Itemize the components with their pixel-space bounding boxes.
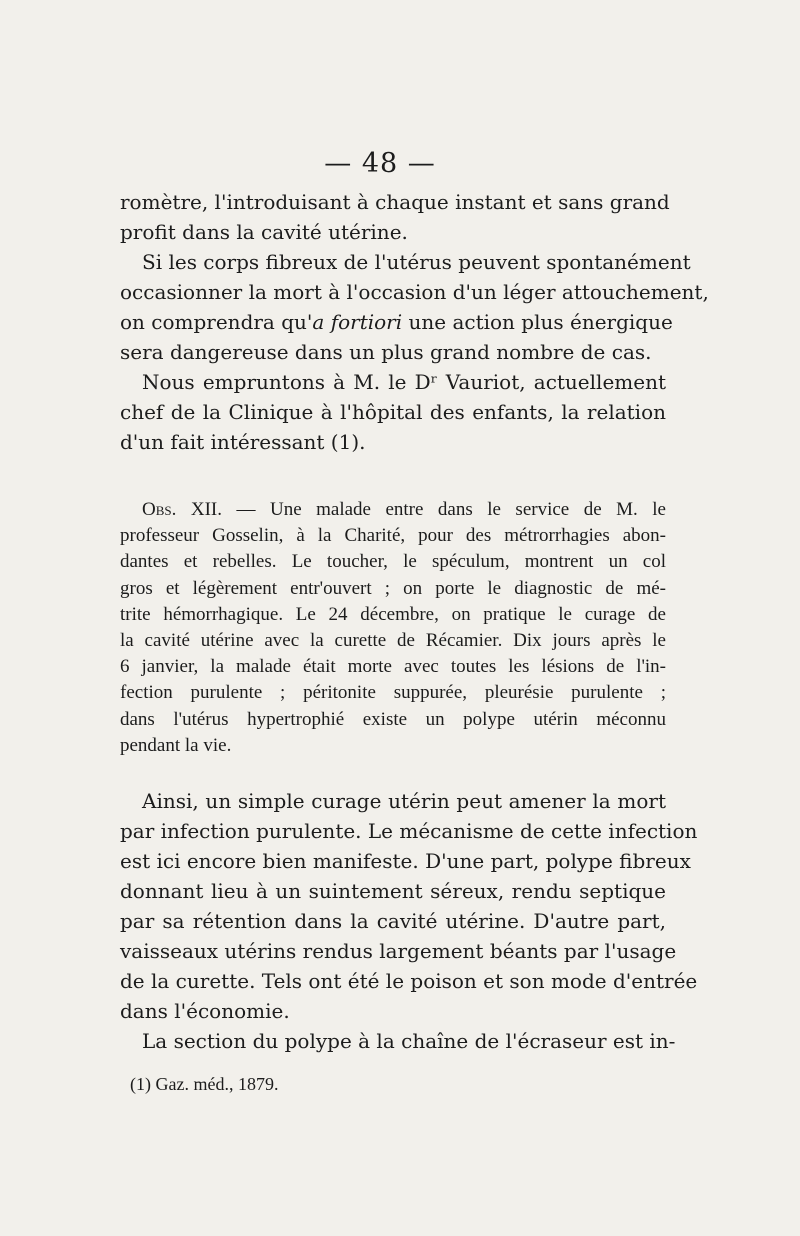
text-line: Nous empruntons à M. le Dʳ Vauriot, actuellement xyxy=(142,370,666,394)
text-line: sera dangereuse dans un plus grand nombre de cas. xyxy=(120,340,652,364)
text-line: La section du polype à la chaîne de l'écraseur est in- xyxy=(142,1029,676,1053)
text-line: profit dans la cavité utérine. xyxy=(120,220,408,244)
text-line: occasionner la mort à l'occasion d'un léger attouchement, xyxy=(120,280,709,304)
text-line: vaisseaux utérins rendus largement béants par l'usage xyxy=(120,939,677,963)
observation-line: dans l'utérus hypertrophié existe un polype utérin méconnu xyxy=(120,708,666,730)
observation-line: pendant la vie. xyxy=(120,734,232,756)
text-line-italic: on comprendra qu'a fortiori une action plus énergique xyxy=(120,310,673,334)
text-line: donnant lieu à un suintement séreux, rendu septique xyxy=(120,879,666,903)
observation-block xyxy=(120,497,666,759)
text-line: de la curette. Tels ont été le poison et son mode d'entrée xyxy=(120,969,698,993)
text-line: par sa rétention dans la cavité utérine. D'autre part, xyxy=(120,909,666,933)
observation-line: 6 janvier, la malade était morte avec toutes les lésions de l'in- xyxy=(120,656,666,678)
observation-line: gros et légèrement entr'ouvert ; on porte le diagnostic de mé- xyxy=(120,577,666,599)
observation-line: Obs. XII. — Une malade entre dans le service de M. le xyxy=(142,499,666,520)
text-line: est ici encore bien manifeste. D'une part, polype fibreux xyxy=(120,849,691,873)
observation-line: professeur Gosselin, à la Charité, pour des métrorrhagies abon- xyxy=(120,525,666,547)
text-line: d'un fait intéressant (1). xyxy=(120,430,366,454)
observation-line: dantes et rebelles. Le toucher, le spéculum, montrent un col xyxy=(120,551,666,573)
paragraph-conclusion xyxy=(120,786,698,1056)
observation-line: fection purulente ; péritonite suppurée, pleurésie purulente ; xyxy=(120,682,666,704)
text-line: Si les corps fibreux de l'utérus peuvent spontanément xyxy=(142,250,691,274)
observation-label: Obs. xyxy=(142,499,177,520)
observation-line: trite hémorrhagique. Le 24 décembre, on pratique le curage de xyxy=(120,603,666,625)
text-line: romètre, l'introduisant à chaque instant et sans grand xyxy=(120,190,670,214)
page-number: — 48 — xyxy=(324,148,436,179)
text-line: Ainsi, un simple curage utérin peut amener la mort xyxy=(142,789,666,813)
italic-phrase: a fortiori xyxy=(312,310,403,334)
text-line: chef de la Clinique à l'hôpital des enfants, la relation xyxy=(120,400,666,424)
text-line: par infection purulente. Le mécanisme de cette infection xyxy=(120,819,698,843)
observation-line: la cavité utérine avec la curette de Récamier. Dix jours après le xyxy=(120,630,666,652)
footnote: (1) Gaz. méd., 1879. xyxy=(130,1074,279,1094)
paragraph-intro xyxy=(120,187,709,457)
text-line: dans l'économie. xyxy=(120,999,290,1023)
